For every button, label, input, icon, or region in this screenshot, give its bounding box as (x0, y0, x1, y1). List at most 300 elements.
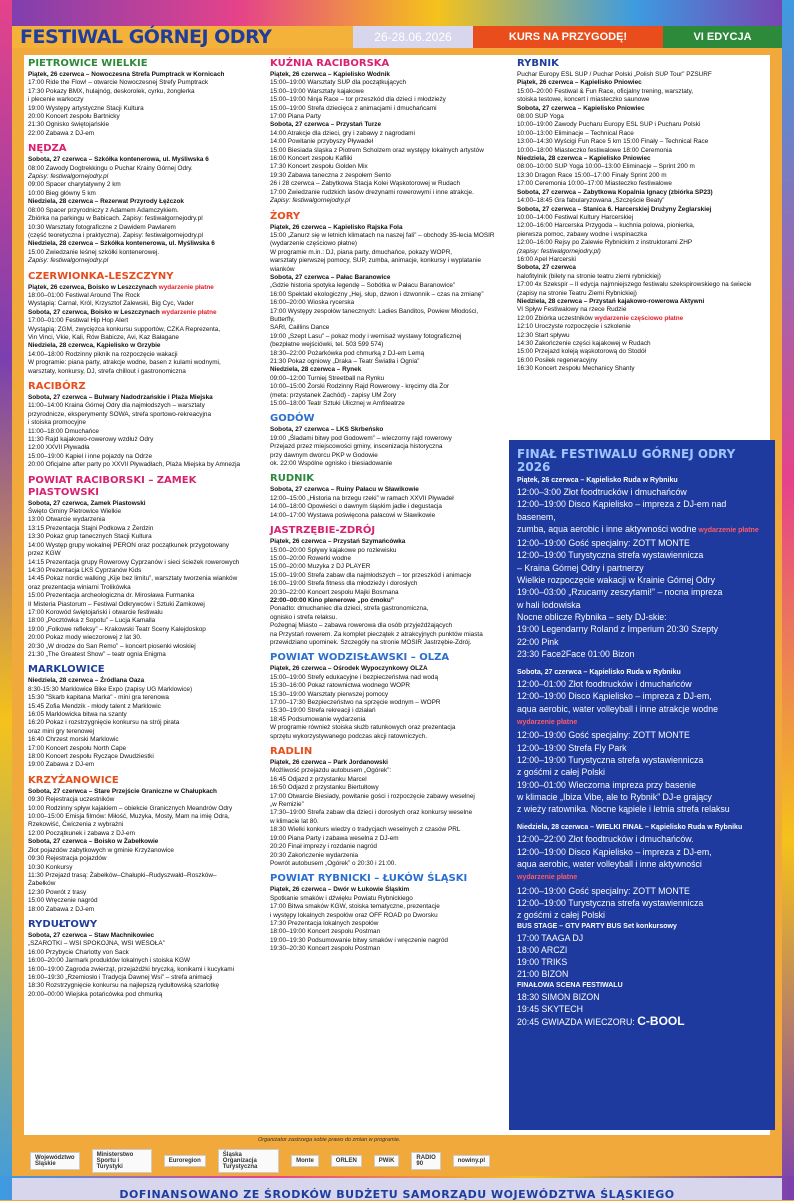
program-line (270, 818, 502, 826)
final-program-line (517, 803, 767, 815)
day-heading (28, 309, 242, 317)
program-line (28, 300, 242, 308)
program-line (28, 207, 242, 215)
program-section (270, 413, 502, 468)
final-program-line (517, 599, 767, 611)
program-line (270, 163, 502, 171)
program-line-text: (zapisy: festiwalgornejodry.pl) (517, 247, 601, 255)
program-line-text: Piątek, 26 czerwca – Kąpielisko Wodnik (270, 71, 390, 78)
program-line-text: 15:00 Wręczenie nagród (28, 897, 98, 905)
program-line-text: 10:00 Rodzinny spływ kajakiem – obiekcie Granicznych Meandrów Odry (28, 804, 233, 812)
program-line-text: 15:30–19:00 Warsztaty pierwszej pomocy (270, 690, 389, 698)
program-line (28, 805, 242, 813)
program-line (28, 872, 242, 889)
program-line (270, 197, 502, 205)
final-program-line (517, 703, 767, 715)
program-section (28, 143, 242, 265)
program-line-text: 16:00 Spektakl ekologiczny „Hej, słup, dzwon i dzwonnik – czas na zmianę” (270, 290, 484, 298)
day-heading (270, 665, 502, 673)
program-line (270, 809, 502, 817)
program-line (517, 273, 765, 281)
program-line-text: Przejazd przez miejscowości gminy, inscenizacja historyczna (270, 443, 443, 451)
program-line (28, 609, 242, 617)
program-line (270, 945, 502, 953)
final-program-line (517, 754, 767, 766)
program-line (28, 634, 242, 642)
program-line-text: Niedziela, 28 czerwca – Szkółka kontenerowa, ul. Myśliwska 6 (28, 240, 215, 248)
program-line (270, 375, 502, 383)
program-line-text: 10:00–18:00 Miasteczko festiwalowe 18:00 Ceremonia (517, 146, 672, 154)
program-line-text: Powrót autobusem „Ogórek” o 20:30 i 21:00. (270, 859, 397, 867)
final-program-line (517, 981, 767, 991)
final-program-line (517, 549, 767, 561)
program-line (270, 503, 502, 511)
final-line-text: 23:30 Face2Face 01:00 Bizon (517, 648, 635, 659)
program-line (270, 79, 502, 87)
program-line-text: 15:45 Zofia Mendzik - młody talent z Marklowic (28, 702, 161, 710)
sponsor-logo: Euroregion (164, 1155, 206, 1167)
program-line-text: 16:30 Koncert zespołu Mechanicy Shanty (517, 365, 635, 373)
program-section (270, 652, 502, 741)
program-line-text: Sobota, 27 czerwca – Boisko w Żabełkowie (28, 838, 159, 846)
final-program-line (517, 648, 767, 660)
final-line-text: 21:00 BIZON (517, 969, 569, 980)
program-line (270, 333, 502, 341)
program-line-text: 20:20 Finał imprezy i rozdanie nagród (270, 843, 377, 851)
final-program-line (517, 833, 767, 845)
program-line (270, 172, 502, 180)
day-heading (517, 298, 765, 306)
headliner-name: C-BOOL (637, 1014, 685, 1029)
program-line (270, 793, 502, 801)
section-title: POWIAT RACIBORSKI – ZAMEK PIASTOWSKI (28, 474, 197, 498)
final-day-heading: Sobota, 27 czerwca – Kąpielisko Ruda w Rybniku (517, 669, 681, 677)
program-line (28, 419, 242, 427)
program-line (517, 222, 765, 230)
program-line (28, 847, 242, 855)
program-line-text: 16:00–19:00 Strefa fitness dla młodzieży i dorosłych (270, 580, 418, 588)
program-line-text: Rzekowiść, Ćwiczenia z wybrażni (28, 821, 124, 829)
program-column-middle (270, 58, 502, 959)
final-day-heading: Niedziela, 28 czerwca – WIELKI FINAŁ – Kąpielisko Ruda w Rybniku (517, 824, 743, 832)
final-box (509, 440, 775, 1130)
program-line (28, 982, 242, 990)
program-line-text: Niedziela, 28 czerwca – Źródlana Oaza (28, 677, 145, 685)
day-heading (28, 788, 242, 796)
program-section (28, 664, 242, 769)
program-line-text: 11:30 Przejazd trasą: Żabełków–Chałupki–Rudyszwałd–Roszków–Żabełków (28, 871, 217, 888)
program-line (28, 592, 242, 600)
program-line-text: 15:00–20:00 Rowerki wodne (270, 554, 352, 562)
program-line-text: 18:30 Wielki konkurs wiedzy o tradycjach weselnych z czasów PRL (270, 826, 461, 834)
program-line-text: 15:00–20:00 Muzyka z DJ PLAYER (270, 563, 371, 571)
organizer-note: Organizator zastrzega sobie prawo do zmian w programie. (258, 1137, 401, 1143)
program-line-text: 14:00–18:00 Rodzinny piknik na rozpoczęcie wakacji (28, 350, 178, 358)
program-line-text: ognisko i strefa relaksu. (270, 613, 338, 621)
program-line (270, 639, 502, 647)
program-line-text: Zapisy: festiwalgornejodry.pl (28, 257, 109, 265)
program-line-text: Niedziela, 28 czerwca – Kąpielisko Pniowiec (517, 155, 651, 163)
program-line (270, 928, 502, 936)
program-line-text: 15:00 „Zanurz się w letnich klimatach na naszej fali” – obchody 35-lecia MOSIR (270, 231, 495, 239)
program-line-text: 21:30 Ognisko świętojańskie (28, 121, 109, 129)
block-gap (517, 660, 767, 668)
day-heading (517, 206, 765, 214)
program-line (270, 147, 502, 155)
sponsor-logo: PWiK (374, 1155, 400, 1167)
program-line (270, 249, 502, 257)
program-line (28, 79, 242, 87)
final-line-text: w klimacie „Ibiza Vibe, ale to Rybnik” DJ-e grający (517, 791, 712, 802)
program-line (270, 435, 502, 443)
final-line-text: 19:00–03:00 „Rzucamy zeszytami!” – nocna impreza (517, 587, 723, 598)
program-line (28, 411, 242, 419)
program-line (28, 165, 242, 173)
program-line (270, 341, 502, 349)
program-line (517, 256, 765, 264)
program-line (28, 626, 242, 634)
program-line-text: (bezpłatne wejściówki, tel. 503 599 574) (270, 341, 384, 349)
program-line-text: (wydarzenie częściowo płatne) (270, 240, 358, 248)
program-line-text: Piątek, 26 czerwca – Ośrodek Wypoczynkowy OLZA (270, 665, 428, 673)
program-line-text: 21:30 „The Greatest Show” – teatr ognia Enigma (28, 650, 166, 658)
final-program-line (517, 611, 767, 623)
program-line (28, 567, 242, 575)
program-line (270, 308, 502, 325)
program-line-text: 15:00 Przejazd koleją wąskotorową do Stodół (517, 348, 646, 356)
program-line-text: 12:30 Powrót z trasy (28, 888, 87, 896)
program-line (28, 821, 242, 829)
program-line-text: 11:30 Rajd kajakowo-rowerowy wzdłuż Odry (28, 436, 154, 444)
program-line-text: 20:00–00:00 Wiejska potańcówka pod chmurką (28, 990, 163, 998)
final-program-line (517, 922, 767, 932)
program-section (270, 525, 502, 647)
program-line-text: (zapisy na stronie Teatru Ziemi Rybnickiej) (517, 289, 637, 297)
program-line (270, 674, 502, 682)
program-line-text: Niedziela, 28 czerwca – Przystań kajakowo-rowerowa Aktywni (517, 297, 705, 305)
final-program-line (517, 870, 767, 884)
program-line (270, 452, 502, 460)
program-line-text: Sobota, 27 czerwca – Kąpielisko Pniowiec (517, 104, 645, 112)
program-line-text: 20:00 Oficjalne after party po XXVII Pływadłach, Plaża Miejska by Amnezja (28, 461, 241, 469)
program-line-text: W programie: piana party, atrakcje wodne, basen z kulami wodnymi, (28, 359, 221, 367)
program-line-text: 16:00 Apel Harcerski (517, 255, 576, 263)
section-title: CZERWIONKA-LESZCZYNY (28, 270, 174, 282)
day-heading (28, 156, 242, 164)
day-heading (270, 274, 502, 282)
final-program-line (517, 885, 767, 897)
final-line-text: FINAŁOWA SCENA FESTIWALU (517, 981, 623, 989)
program-line (28, 368, 242, 376)
final-line-text: 12:00–19:00 Disco Kąpielisko – impreza z DJ-em, (517, 691, 712, 702)
program-line (28, 351, 242, 359)
program-line-text: Sobota, 27 czerwca – Bulwary Nadodrzańskie i Plaża Miejska (28, 394, 213, 401)
program-line-text: 13:00 Otwarcie wydarzenia (28, 516, 106, 524)
program-line-text: 17:00 Ceremonia 10:00–17:00 Miasteczko festiwalowe (517, 180, 672, 188)
program-line (270, 699, 502, 707)
program-line (270, 392, 502, 400)
program-line (28, 215, 242, 223)
program-line (270, 257, 502, 274)
day-heading (28, 198, 242, 206)
program-line-text: Wystąpią: ZGM, zwycięzca konkursu supportów, CZKA Reprezenta, (28, 325, 221, 333)
program-line (270, 443, 502, 451)
program-line (517, 290, 765, 298)
program-line-text: 17:00 Korowód świętojański i otwarcie festiwalu (28, 608, 163, 616)
program-line-text: 19:30 Zabawa taneczna z zespołem Sento (270, 171, 391, 179)
final-line-text: aqua aerobic, water volleyball i inne atrakcje wodne (517, 703, 718, 714)
program-line-text: 10:00–15:00 Żorski Rodzinny Rajd Rowerowy - kręcimy dla Żor (270, 383, 450, 391)
program-line-text: 14:00 Występ grupy wokalnej PERON oraz początkunek przygotowany przez KGW (28, 541, 229, 558)
final-line-text: 12:00–01:00 Złot foodtrucków i dmuchańców (517, 679, 692, 690)
program-line (28, 181, 242, 189)
program-line-text: Piątek, 26 czerwca – Kąpielisko Pniowiec (517, 79, 642, 87)
final-program-line (517, 779, 767, 791)
program-line (28, 461, 242, 469)
program-line (517, 88, 765, 96)
program-line-text: Piątek, 26 czerwca – Dwór w Łukowie Śląskim (270, 886, 410, 894)
program-line-text: Spotkanie smaków i dźwięku Powiatu Rybnickiego (270, 894, 413, 902)
program-line (517, 113, 765, 121)
program-line-text: 16:00–20:00 Jarmark produktów lokalnych i stoiska KGW (28, 957, 190, 965)
program-line-text: 13:30 Pokaz grup tanecznych Stacji Kultura (28, 533, 152, 541)
program-line-text: 14:00–18:00 Opowieści o dawnym śląskim jadle i degustacja (270, 503, 442, 511)
program-line (517, 323, 765, 331)
program-line-text: warsztaty, konkursy, DJ, strefa chillout i gastronomiczna (28, 367, 186, 375)
program-line-text: II Misteria Piastorum – Festiwal Odkrywców i Sztuki Zamkowej (28, 600, 205, 608)
program-line (270, 580, 502, 588)
sponsor-logo: Województwo Śląskie (30, 1152, 80, 1170)
program-line-text: 14:00–18:45 Gra fabularyzowana „Szczęście Beaty” (517, 197, 665, 205)
program-line (28, 113, 242, 121)
program-line-text: 15:30 "Skarb kapitana Marka" - mini gra terenowa (28, 694, 169, 702)
program-line-text: 11:00–14:00 Kraina Górnej Odry dla najmłodszych – warsztaty (28, 402, 205, 410)
final-line-text: – Kraina Górnej Odry i partnerzy (517, 562, 644, 573)
program-line (270, 895, 502, 903)
program-line (28, 745, 242, 753)
program-line-text: 16:00–19:00 Zagroda zwierząt, przejażdżki bryczką, konikami i kucykami (28, 965, 235, 973)
program-line-text: 15:00 Prezentacja archeologiczna dr. Mirosława Furmanka (28, 592, 195, 600)
program-line-text: 19:00 Zabawa z DJ-em (28, 761, 95, 769)
program-line (517, 315, 765, 323)
program-line-text: Sobota, 27 czerwca, Boisko w Leszczynach (28, 308, 160, 316)
section-title: KRZYŻANOWICE (28, 774, 119, 786)
program-line-text: ok. 22:00 Wspólne ognisko i biesiadowanie (270, 460, 393, 468)
program-line-text: 17:00 Koncert zespołu North Cape (28, 744, 127, 752)
program-line-text: 14:45 Pokaz nordic walking „Kije bez limitu”, warsztaty tworzenia wianków oraz prezentacja winiarni Trolikówka (28, 575, 238, 591)
program-line (270, 383, 502, 391)
section-title: RACIBÓRZ (28, 381, 86, 392)
program-line (28, 991, 242, 999)
program-line (270, 605, 502, 613)
section-title: RYBNIK (517, 58, 559, 69)
program-line (270, 631, 502, 639)
program-line (28, 897, 242, 905)
final-line-text: 19:45 SKYTECH (517, 1003, 584, 1014)
program-line-text: 14:00 Powitanie przybyszy Pływadeł (270, 138, 374, 146)
final-line-text: 19:00 Legendarny Roland z Imperium 20:30 Szepty (517, 624, 718, 635)
program-line-text: 13:30 Dragon Race 15:00–17:00 Finały Sprint 200 m (517, 171, 667, 179)
final-program-line (517, 991, 767, 1003)
program-line (270, 903, 502, 911)
final-line-text: 12:00–3:00 Złot foodtrucków i dmuchańców (517, 487, 687, 497)
program-line (270, 724, 502, 732)
program-line-text: 15:00–20:00 Festiwal & Fun Race, oficjalny trening, warsztaty, (517, 87, 694, 95)
program-line-text: przewidziano upominek. Szczegóły na stronie MOSIR Jastrzębie-Zdrój. (270, 638, 472, 646)
final-program-line (517, 742, 767, 754)
sponsor-logo: RADIO 90 (411, 1152, 440, 1170)
final-program-line (517, 956, 767, 968)
final-program-line (517, 968, 767, 980)
program-line (28, 88, 242, 96)
program-line-text: 16:20 Pokaz i rozstrzygnięcie konkursu na strój pirata (28, 719, 180, 727)
paid-event-note: wydarzenie płatne (159, 308, 217, 316)
section-title: JASTRZĘBIE-ZDRÓJ (270, 525, 376, 537)
program-line (270, 105, 502, 113)
program-line-text: 15:00–19:00 Strefa dziecięca z animacjami i dmuchańcami (270, 104, 437, 112)
program-line-text: 15:00–20:00 Spływy kajakowe po rozlewisku (270, 546, 397, 554)
day-heading (28, 342, 242, 350)
program-line-text: „Gdzie historia spotyka legendę – Sobótka w Pałacu Baranowice” (270, 282, 456, 290)
program-line (270, 614, 502, 622)
program-line (28, 974, 242, 982)
program-line (28, 444, 242, 452)
program-line-text: 09:30 Rejestracja uczestników (28, 796, 115, 804)
program-line (270, 563, 502, 571)
program-line (28, 796, 242, 804)
poster-dates: 26-28.06.2026 (353, 26, 473, 48)
program-line (28, 130, 242, 138)
program-line-text: 12:00 XXVII Pływadła (28, 444, 90, 452)
program-line (270, 767, 502, 775)
program-line-text: 19:00–19:30 Podsumowanie bitwy smaków i wręczenie nagród (270, 936, 448, 944)
final-program-line (517, 537, 767, 549)
program-line-text: 17:00–17:30 Bezpieczeństwo na sprzęcie wodnym – WOPR (270, 699, 441, 706)
program-line (517, 340, 765, 348)
program-line-text: Sobota, 27 czerwca – Pałac Baranowice (270, 273, 391, 281)
program-line (28, 957, 242, 965)
program-line (270, 324, 502, 332)
program-line-text: Niedziela, 28 czerwca – Rynek (270, 366, 362, 374)
program-line (28, 940, 242, 948)
top-color-band (0, 0, 794, 28)
program-section (517, 58, 765, 374)
program-line-text: Święto Gminy Pietrowice Wielkie (28, 508, 122, 516)
day-heading (517, 105, 765, 113)
final-program-line (517, 715, 767, 729)
section-title: GODÓW (270, 413, 315, 425)
program-line (517, 138, 765, 146)
program-line-text: Możliwość przejazdu autobusem „Ogórek”: (270, 767, 392, 775)
program-line-text: 16:00 Koncert zespołu Kafliki (270, 155, 353, 163)
program-line (28, 317, 242, 325)
program-line-text: SARI, Caillins Dance (270, 324, 330, 332)
program-line (270, 860, 502, 868)
day-heading (28, 500, 242, 508)
final-title: FINAŁ FESTIWALU GÓRNEJ ODRY 2026 (517, 447, 736, 474)
final-line-text: 12:00–19:00 Turystyczna strefa wystawiennicza (517, 897, 704, 908)
final-line-text: zumba, aqua aerobic i inne aktywności wodne (517, 523, 697, 534)
final-program-line (517, 909, 767, 921)
program-line-text: 17:00–01:00 Festiwal Hip Hop Alert (28, 317, 129, 325)
program-line (517, 239, 765, 247)
program-line-text: Puchar Europy ESL SUP / Puchar Polski „Polish SUP Tour” PZSURF (517, 71, 712, 78)
program-line (270, 589, 502, 597)
program-line (270, 716, 502, 724)
day-heading (270, 366, 502, 374)
program-line-text: 12:00–16:00 Rejsy po Zalewie Rybnickim z instruktorami ZHP (517, 239, 693, 247)
program-line-text: 15:00–19:00 Strefy edukacyjne i bezpieczeństwa nad wodą (270, 673, 439, 681)
program-line-text: 10:00–15:00 Emisja filmów: Miłość, Muzyka, Mosty, Mam na imię Odra, (28, 813, 230, 821)
program-line-text: Ponadto: dmuchaniec dla dzieci, strefa gastronomiczna, (270, 605, 429, 613)
program-line-text: 17:30 Koncert zespołu Golden Mix (270, 163, 368, 171)
final-program-line (517, 729, 767, 741)
program-line-text: 15:00–19:00 Ninja Race – tor przeszkód dla dzieci i młodzieży (270, 96, 446, 104)
program-line (517, 130, 765, 138)
program-line-text: 15:00 Zwiedzanie leśnej szkółki kontenerowej. (28, 248, 160, 256)
program-line (28, 359, 242, 367)
program-line-text: 19:00 Piana Party i zabawa weselna z DJ-em (270, 834, 399, 842)
program-line (517, 214, 765, 222)
program-line-text: 16:00–19:30 „Rzemiosło i Tradycja Dawnej Wsi” – strefa animacji (28, 973, 213, 981)
final-line-text: 12:00–19:00 Gość specjalny: ZOTT MONTE (517, 885, 690, 896)
program-line (270, 350, 502, 358)
program-line-text: 10:00 Bieg główny 5 km (28, 189, 96, 197)
program-line (28, 864, 242, 872)
final-line-text: 12:00–19:00 Strefa Fly Park (517, 742, 627, 753)
program-line-text: Złot pojazdów zabytkowych w gminie Krzyżanowice (28, 846, 174, 854)
program-line-text: 20:30–22:00 Koncert zespołu Majki Bosmana (270, 588, 399, 596)
program-line (28, 326, 242, 334)
program-line-text: 17:30 Prezentacja lokalnych zespołów (270, 919, 379, 927)
program-line (270, 88, 502, 96)
final-program-line (517, 498, 767, 523)
left-color-band (0, 0, 12, 1200)
program-line-text: Sobota, 27 czerwca – Zabytkowa Kopalnia Ignacy (zbiórka SP23) (517, 188, 713, 196)
paid-event-note: wydarzenie płatne (696, 526, 759, 534)
program-line-text: 17:00 Bitwa smaków KGW, stoiska tematyczne, prezentacje (270, 903, 440, 911)
program-line-text: warsztaty pierwszej pomocy, SUP, zumba, animacje, konkursy i wyplatanie wianków (270, 257, 482, 273)
program-line (517, 306, 765, 314)
program-line (28, 334, 242, 342)
program-section (270, 473, 502, 520)
right-color-band (782, 0, 794, 1200)
final-line-text: 18:30 SIMON BIZON (517, 991, 600, 1002)
program-line-text: 08:00 SUP Yoga (517, 113, 564, 121)
program-line-text: (część teoretyczna i praktyczna). Zapisy: festiwalgornejodry.pl (28, 231, 203, 239)
program-section (270, 211, 502, 409)
final-program-line (517, 562, 767, 574)
program-line (517, 163, 765, 171)
program-section (28, 58, 242, 138)
final-program-line (517, 766, 767, 778)
program-line-text: halofitylnik (bilety na stronie teatru ziemi rybnickiej) (517, 272, 661, 280)
program-line (28, 292, 242, 300)
program-line-text: pierwsza pomoc, zabawy wodne i wspinaczka (517, 230, 648, 238)
program-line (517, 348, 765, 356)
program-line-text: 17:00 Otwarcie Biesiady, powitanie gości i rozpoczęcie zabawy weselnej (270, 792, 475, 800)
program-line-text: Piątek, 26 czerwca – Park Jordanowski (270, 759, 388, 767)
program-line-text: 10:00–19:00 Zawody Pucharu Europy ESL SUP i Pucharu Polski (517, 121, 701, 129)
program-section (28, 775, 242, 914)
final-program-line (517, 678, 767, 690)
day-heading (517, 155, 765, 163)
program-line-text: 20:30 „W drodze do San Remo” – koncert piosenki włoskiej (28, 642, 196, 650)
program-line (28, 105, 242, 113)
program-line-text: 18:30 Rozstrzygnięcie konkursu na najlepszą rydułtowską szarlotkę (28, 982, 220, 990)
program-section (28, 381, 242, 470)
program-line (28, 906, 242, 914)
